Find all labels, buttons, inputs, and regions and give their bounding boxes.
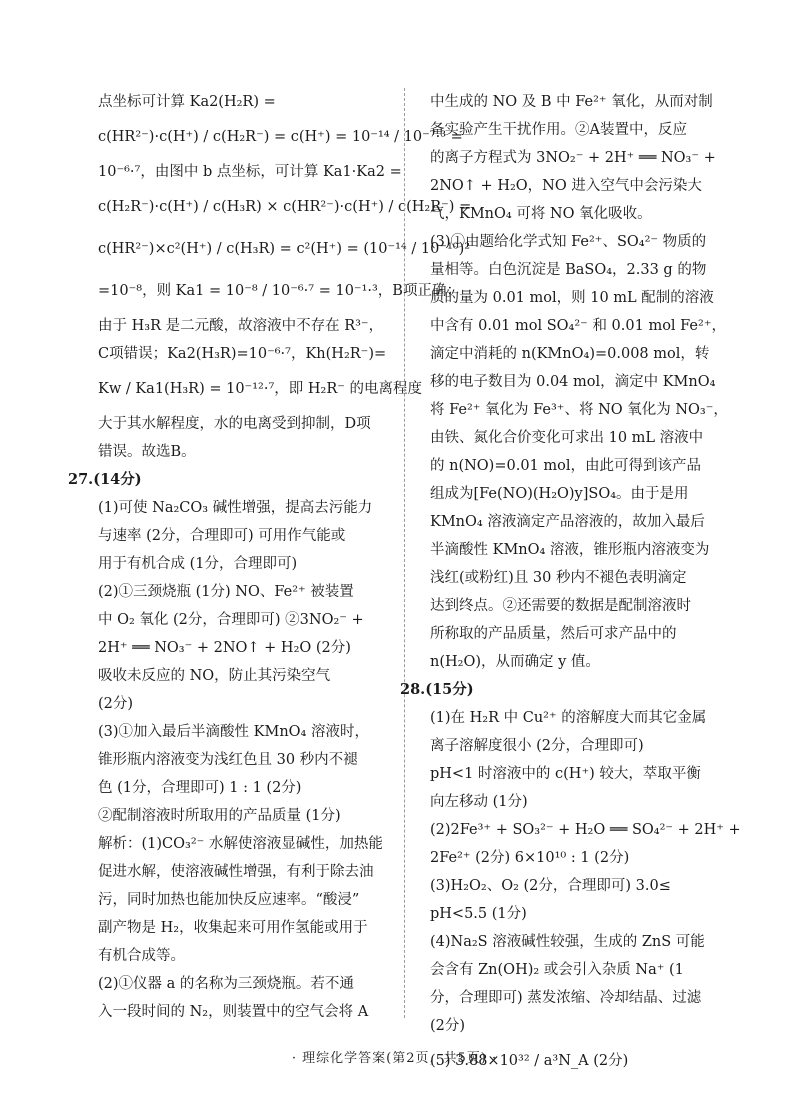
question-number-28: 28.(15分)	[400, 681, 474, 698]
text-line: (4)Na₂S 溶液碱性较强，生成的 ZnS 可能	[430, 934, 705, 950]
text-line: 会含有 Zn(OH)₂ 或会引入杂质 Na⁺ (1	[430, 962, 684, 978]
text-line: C项错误；Ka2(H₃R)=10⁻⁶·⁷，Kh(H₂R⁻)=	[98, 346, 387, 362]
text-line: 将 Fe²⁺ 氧化为 Fe³⁺、将 NO 氧化为 NO₃⁻，	[430, 402, 728, 418]
text-line: 组成为[Fe(NO)(H₂O)y]SO₄。由于是用	[430, 486, 689, 502]
text-line: 向左移动 (1分)	[430, 794, 528, 810]
text-line: 10⁻⁶·⁷，由图中 b 点坐标，可计算 Ka1·Ka2 =	[98, 164, 402, 180]
question-number-27: 27.(14分)	[68, 471, 142, 488]
text-line: 吸收未反应的 NO，防止其污染空气	[98, 668, 331, 684]
text-line: c(H₂R⁻)·c(H⁺) / c(H₃R) × c(HR²⁻)·c(H⁺) / c(H₂R⁻) =	[98, 199, 472, 215]
column-divider	[404, 88, 405, 1018]
text-line: 由于 H₃R 是二元酸，故溶液中不存在 R³⁻，	[98, 318, 384, 334]
text-line: 大于其水解程度，水的电离受到抑制，D项	[98, 416, 371, 432]
text-line: 中生成的 NO 及 B 中 Fe²⁺ 氧化，从而对制	[430, 94, 713, 110]
text-line: (1)可使 Na₂CO₃ 碱性增强，提高去污能力	[98, 500, 373, 516]
text-line: (5) 3.88×10³² / a³N_A (2分)	[430, 1053, 629, 1069]
text-line: 所称取的产品质量，然后可求产品中的	[430, 626, 677, 642]
text-line: 入一段时间的 N₂，则装置中的空气会将 A	[98, 1004, 369, 1020]
text-line: n(H₂O)，从而确定 y 值。	[430, 654, 600, 670]
text-line: 的 n(NO)=0.01 mol，由此可得到该产品	[430, 458, 701, 474]
text-line: 由铁、氮化合价变化可求出 10 mL 溶液中	[430, 430, 704, 446]
text-line: 质的量为 0.01 mol，则 10 mL 配制的溶液	[430, 290, 714, 306]
text-line: 达到终点。②还需要的数据是配制溶液时	[430, 598, 691, 614]
text-line: (2)①仪器 a 的名称为三颈烧瓶。若不通	[98, 976, 354, 992]
text-line: 与速率 (2分，合理即可) 可用作气能或	[98, 528, 346, 544]
text-line: 污，同时加热也能加快反应速率。“酸浸”	[98, 892, 360, 908]
text-line: (3)H₂O₂、O₂ (2分，合理即可) 3.0≤	[430, 878, 671, 894]
text-line: 2NO↑ + H₂O，NO 进入空气中会污染大	[430, 178, 702, 194]
text-line: 量相等。白色沉淀是 BaSO₄，2.33 g 的物	[430, 262, 707, 278]
text-line: 点坐标可计算 Ka2(H₂R) =	[98, 94, 276, 110]
text-line: 锥形瓶内溶液变为浅红色且 30 秒内不褪	[98, 752, 358, 768]
text-line: 浅红(或粉红)且 30 秒内不褪色表明滴定	[430, 570, 687, 586]
right-column	[400, 88, 741, 1082]
text-line: (1)在 H₂R 中 Cu²⁺ 的溶解度大而其它金属	[430, 710, 707, 726]
text-line: (2分)	[98, 696, 134, 712]
text-line: 的离子方程式为 3NO₂⁻ + 2H⁺ ══ NO₃⁻ +	[430, 150, 716, 166]
text-line: pH<1 时溶液中的 c(H⁺) 较大，萃取平衡	[430, 766, 701, 782]
text-line: 错误。故选B。	[98, 444, 196, 460]
text-line: 中 O₂ 氧化 (2分，合理即可) ②3NO₂⁻ +	[98, 612, 364, 628]
text-line: 2H⁺ ══ NO₃⁻ + 2NO↑ + H₂O (2分)	[98, 640, 351, 656]
text-line: 2Fe²⁺ (2分) 6×10¹⁰ : 1 (2分)	[430, 850, 630, 866]
text-line: 备实验产生干扰作用。②A装置中，反应	[430, 122, 687, 138]
text-line: (2)2Fe³⁺ + SO₃²⁻ + H₂O ══ SO₄²⁻ + 2H⁺ +	[430, 822, 741, 838]
text-line: (3)①加入最后半滴酸性 KMnO₄ 溶液时，	[98, 724, 369, 740]
page-footer: · 理综化学答案(第2页，共5页) ·	[291, 1051, 498, 1066]
text-line: 滴定中消耗的 n(KMnO₄)=0.008 mol，转	[430, 346, 710, 362]
text-line: 中含有 0.01 mol SO₄²⁻ 和 0.01 mol Fe²⁺，	[430, 318, 726, 334]
text-line: pH<5.5 (1分)	[430, 906, 527, 922]
text-line: (3)①由题给化学式知 Fe²⁺、SO₄²⁻ 物质的	[430, 234, 707, 250]
analysis-line: 解析：(1)CO₃²⁻ 水解使溶液显碱性，加热能	[98, 836, 383, 852]
text-line: ②配制溶液时所取用的产品质量 (1分)	[98, 808, 341, 824]
text-line: 促进水解，使溶液碱性增强，有利于除去油	[98, 864, 374, 880]
text-line: 副产物是 H₂，收集起来可用作氢能或用于	[98, 920, 368, 936]
text-line: 用于有机合成 (1分，合理即可)	[98, 556, 298, 572]
text-line: 移的电子数目为 0.04 mol，滴定中 KMnO₄	[430, 374, 716, 390]
text-line: (2分)	[430, 1018, 466, 1034]
text-line: 气，KMnO₄ 可将 NO 氧化吸收。	[430, 206, 652, 222]
text-line: c(HR²⁻)·c(H⁺) / c(H₂R⁻) = c(H⁺) = 10⁻¹⁴ / 10⁻⁷·³ =	[98, 129, 463, 145]
text-line: 半滴酸性 KMnO₄ 溶液，锥形瓶内溶液变为	[430, 542, 710, 558]
text-line: (2)①三颈烧瓶 (1分) NO、Fe²⁺ 被装置	[98, 584, 354, 600]
text-line: 分，合理即可) 蒸发浓缩、冷却结晶、过滤	[430, 990, 702, 1006]
text-line: 离子溶解度很小 (2分，合理即可)	[430, 738, 644, 754]
text-line: c(HR²⁻)×c²(H⁺) / c(H₃R) = c²(H⁺) = (10⁻¹⁴ / 10⁻¹⁰)²	[98, 241, 471, 257]
text-line: =10⁻⁸，则 Ka1 = 10⁻⁸ / 10⁻⁶·⁷ = 10⁻¹·³，B项正确；	[98, 283, 461, 299]
text-line: Kw / Ka1(H₃R) = 10⁻¹²·⁷，即 H₂R⁻ 的电离程度	[98, 381, 423, 397]
text-line: 色 (1分，合理即可) 1 : 1 (2分)	[98, 780, 302, 796]
text-line: KMnO₄ 溶液滴定产品溶液的，故加入最后	[430, 514, 705, 530]
text-line: 有机合成等。	[98, 948, 185, 964]
